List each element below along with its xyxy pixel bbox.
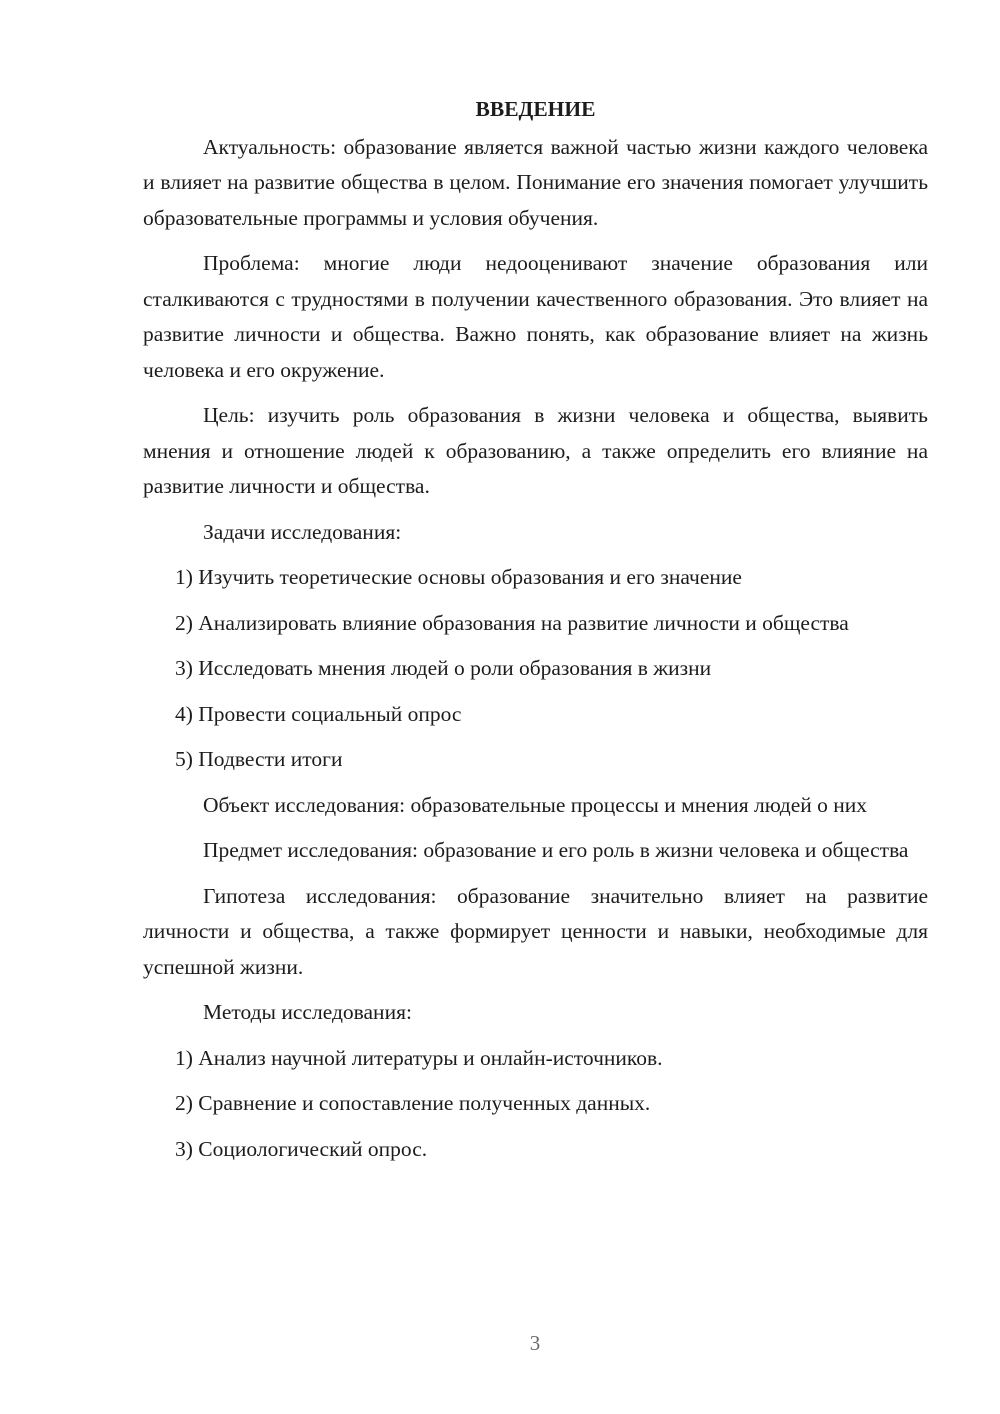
method-item-2: 2) Сравнение и сопоставление полученных данных.: [175, 1091, 651, 1115]
task-item-4: 4) Провести социальный опрос: [175, 701, 462, 726]
problem-paragraph: Проблема: многие люди недооценивают значение образования или сталкиваются с трудностями в получении качественного образования. Это влияет на развитие личности и общества. Важно понять, как образование влияет на жизнь человека и его окружение.: [143, 251, 928, 382]
goal-paragraph: Цель: изучить роль образования в жизни человека и общества, выявить мнения и отношение людей к образованию, а также определить его влияние на развитие личности и общества.: [143, 403, 928, 498]
method-item-3: 3) Социологический опрос.: [175, 1136, 428, 1161]
relevance-paragraph: Актуальность: образование является важной частью жизни каждого человека и влияет на развитие общества в целом. Понимание его значения помогает улучшить образовательные программы и условия обучения.: [143, 134, 928, 230]
object-paragraph: Объект исследования: образовательные процессы и мнения людей о них: [203, 792, 868, 817]
task-item-2: 2) Анализировать влияние образования на развитие личности и общества: [175, 610, 849, 635]
task-item-3: 3) Исследовать мнения людей о роли образования в жизни: [175, 656, 712, 680]
task-item-1: 1) Изучить теоретические основы образования и его значение: [175, 565, 742, 589]
subject-paragraph: Предмет исследования: образование и его роль в жизни человека и общества: [203, 838, 909, 862]
method-item-1: 1) Анализ научной литературы и онлайн-источников.: [175, 1045, 663, 1070]
hypothesis-paragraph: Гипотеза исследования: образование значительно влияет на развитие личности и общества, а также формирует ценности и навыки, необходимые для успешной жизни.: [143, 883, 928, 979]
tasks-heading: Задачи исследования:: [203, 519, 402, 544]
page-number: 3: [529, 1331, 541, 1355]
document-page: [143, 92, 928, 1177]
methods-heading: Методы исследования:: [203, 1000, 412, 1024]
page-title: ВВЕДЕНИЕ: [475, 97, 596, 121]
task-item-5: 5) Подвести итоги: [175, 747, 343, 771]
